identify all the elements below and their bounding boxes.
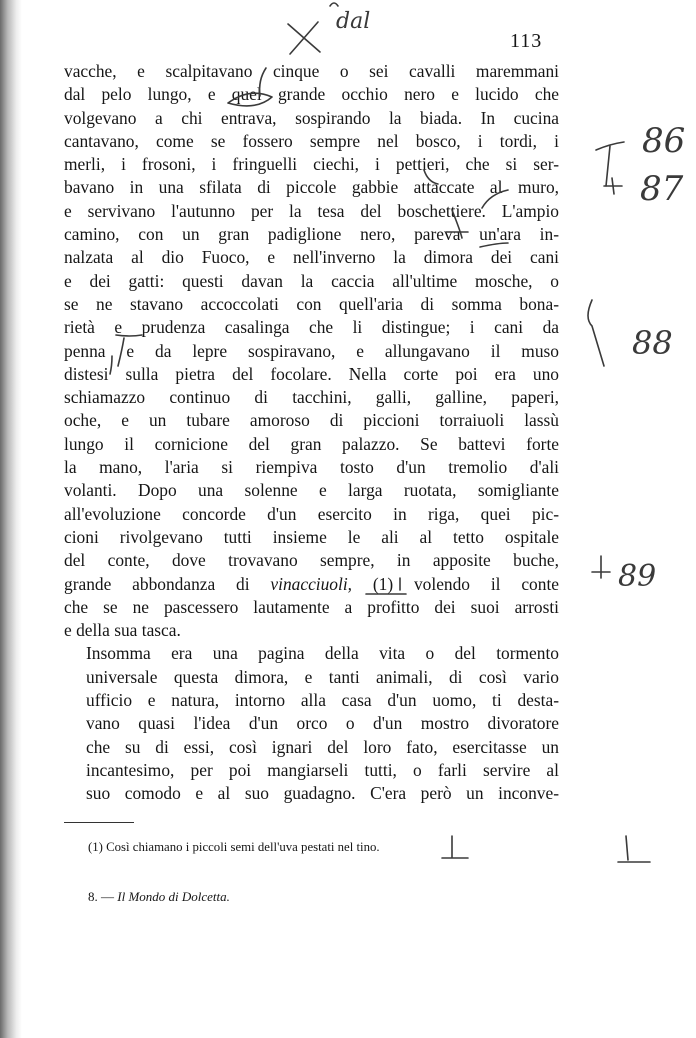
italic-term: vinacciuoli, [270,573,353,594]
margin-note: 88 [632,324,673,362]
text-line: universale questa dimora, e tanti animali, di così vario [86,666,559,687]
footnote-rule [64,822,134,823]
text-line: all'evoluzione concorde d'un esercito in riga, quei pic- [64,503,559,524]
text-segment: grande abbondanza di [64,573,271,594]
signature-number: 8. — [88,889,118,904]
text-line: vano quasi l'idea d'un orco o d'un mostro divoratore [86,713,559,734]
margin-note: 89 [618,559,657,594]
margin-mark [588,300,604,366]
text-line: dal pelo lungo, e quel grande occhio nero e lucido che [64,84,559,105]
text-line: distesi sulla pietra del focolare. Nella corte poi era uno [64,363,559,384]
text-line: vacche, e scalpitavano cinque o sei cavalli maremmani [64,61,559,81]
text-line: suo comodo e al suo guadagno. C'era però un inconve- [86,783,559,804]
text-line: del conte, dove trovavano sempre, in apposite buche, [64,550,559,571]
text-line: nalzata al dio Fuoco, e nell'inverno la dimora dei cani [64,247,559,268]
text-line: e servivano l'autunno per la tesa del boschettiere. L'ampio [64,200,559,221]
text-line: cioni rivolgevano tutti insieme le ali al tetto ospitale [64,526,559,547]
page-edge-shadow [0,0,22,1038]
text-line: merli, i frosoni, i fringuelli ciechi, i pettieri, che si ser- [64,154,559,175]
text-line: che su di essi, così ignari del loro fato, esercitasse un [86,736,559,757]
text-line: la mano, l'aria si riempiva tosto d'un tremolio d'ali [64,457,559,478]
text-line: e dei gatti: questi davan la caccia all'ultime mosche, o [64,270,559,291]
footnote: (1) Così chiamano i piccoli semi dell'uva pestati nel tino. [88,840,380,854]
text-line: schiamazzo continuo di tacchini, galli, galline, paperi, [64,387,559,408]
margin-mark [592,556,610,578]
text-line: ufficio e natura, intorno alla casa d'un uomo, ti desta- [86,690,559,711]
text-line: penna e da lepre sospiravano, e allungavano il muso [64,340,559,361]
text-line: bavano in una sfilata di piccole gabbie attaccate al muro, [64,177,559,198]
footnote-close-mark [442,836,468,858]
text-line: incantesimo, per poi mangiarseli tutti, o farli servire al [86,759,559,780]
text-line: che se ne pascessero lautamente a profitto dei suoi arrosti [64,596,559,617]
text-line: Insomma era una pagina della vita o del tormento [86,643,559,664]
text-line-footnote-ref [64,573,559,596]
body-text [64,60,559,806]
handwritten-note-top: dal [336,9,371,34]
paragraph-1 [64,60,559,642]
x-mark-hook [330,3,338,6]
text-line: rietà e prudenza casalinga che li distingue; i cani da [64,317,559,338]
text-line: e della sua tasca. [64,620,181,641]
text-line: cantavano, come se fossero sempre nel bosco, i tordi, i [64,130,559,151]
paragraph-2 [64,642,559,805]
signature-mark [88,889,230,905]
text-line: se ne stavano accoccolati con quell'aria di somma bona- [64,293,559,314]
text-line: oche, e un tubare amoroso di piccioni torraiuoli lassù [64,410,559,431]
margin-mark [596,142,624,186]
text-line: volanti. Dopo una solenne e larga ruotata, somigliante [64,480,559,501]
margin-note: 87 [640,169,684,209]
text-line: camino, con un gran padiglione nero, pareva un'ara in- [64,224,559,245]
margin-mark [618,836,650,862]
page-number: 113 [510,30,543,52]
text-line: lungo il cornicione del gran palazzo. Se battevi forte [64,433,559,454]
margin-note: 86 [642,121,686,161]
text-line: volgevano a chi entrava, sospirando la biada. In cucina [64,107,559,128]
footnote-ref: (1) volendo il conte [352,573,559,594]
x-mark [288,22,320,54]
signature-title: Il Mondo di Dolcetta. [117,889,230,904]
margin-mark [604,178,622,194]
